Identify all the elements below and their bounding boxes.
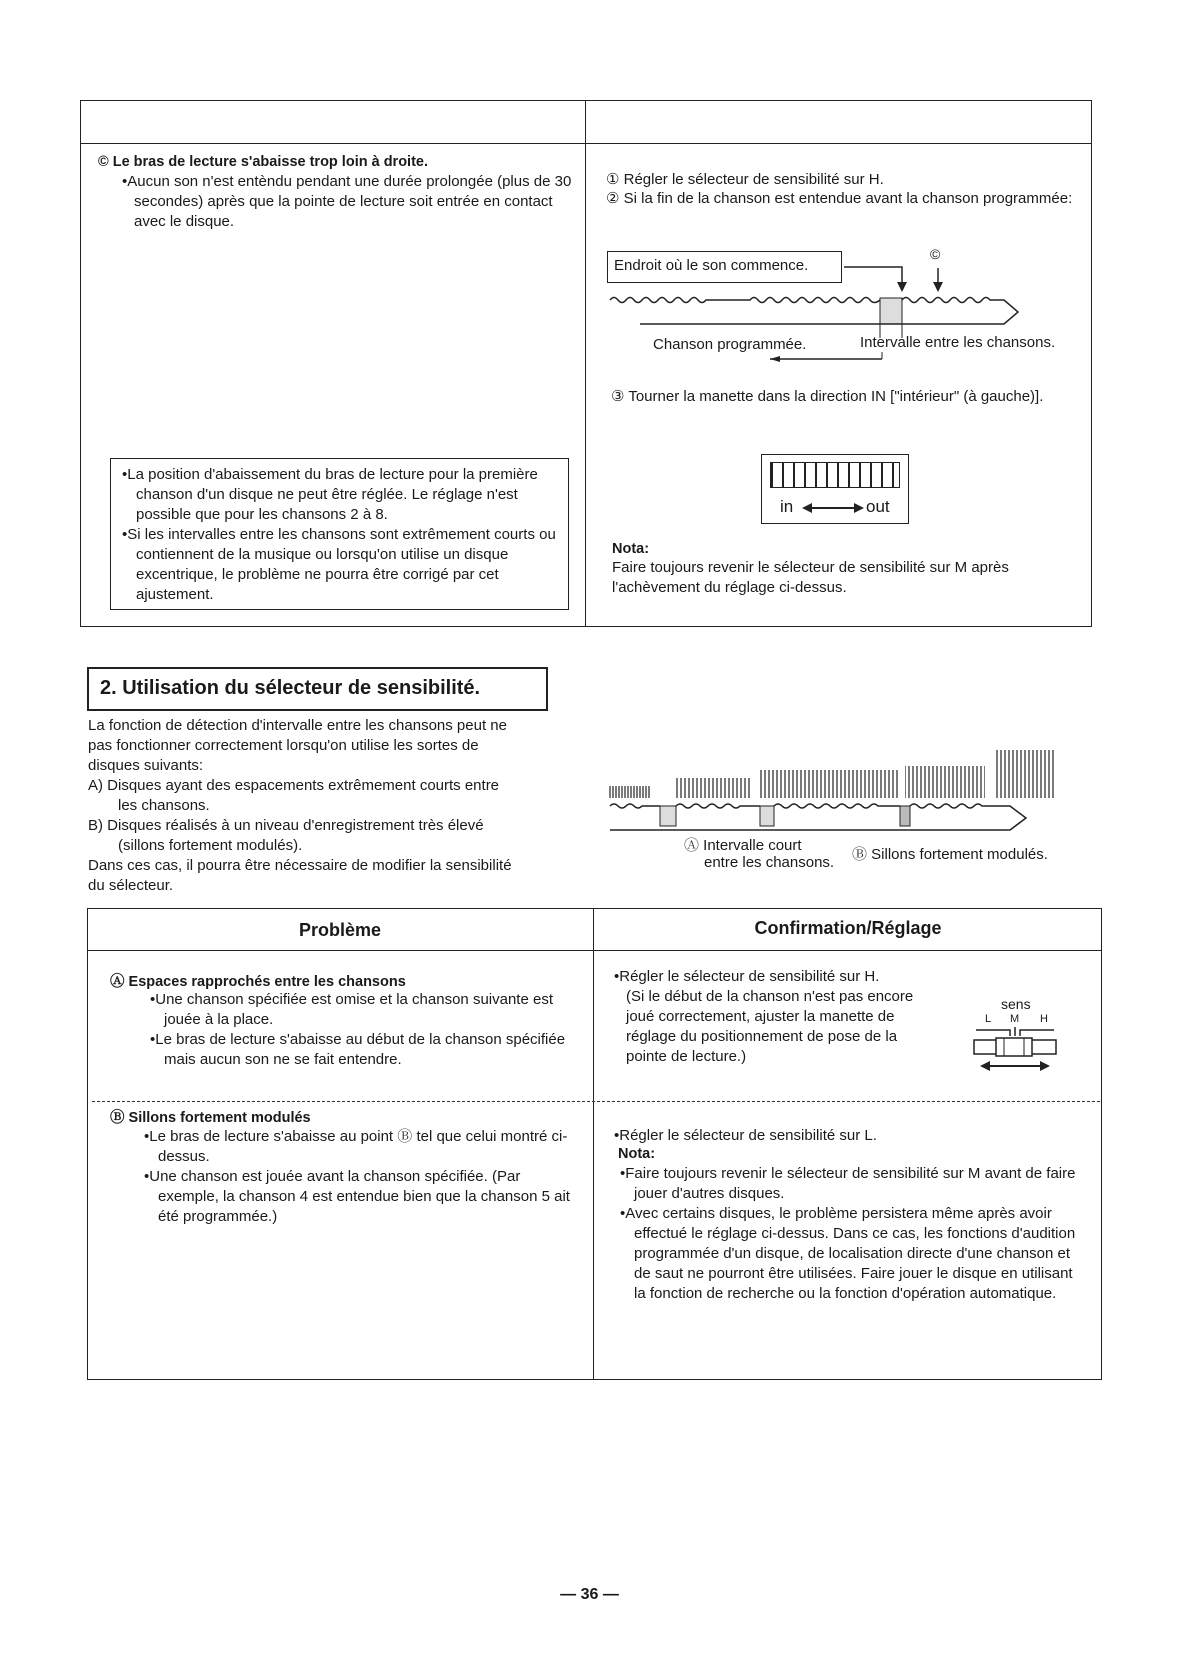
- rowB-bullet: •Le bras de lecture s'abaisse au point Ⓑ tel que celui montré ci-dessus.: [144, 1128, 568, 1165]
- top-right-step3: ③ Tourner la manette dans la direction IN ["intérieur" (à gauche)].: [611, 388, 1044, 405]
- rowB-fix-bullet: •Faire toujours revenir le sélecteur de sensibilité sur M avant de faire jouer d'autres disques.: [620, 1165, 1076, 1202]
- row-separator: [92, 1101, 1100, 1102]
- rowA-fix-line: pointe de lecture.): [626, 1048, 747, 1065]
- rowA-fix-line: joué correctement, ajuster la manette de: [626, 1008, 895, 1025]
- rowB-nota-label: Nota:: [618, 1146, 656, 1162]
- section2-intro: [88, 716, 548, 896]
- rowB-fix-first: •Régler le sélecteur de sensibilité sur L.: [614, 1127, 877, 1144]
- fig-label-b: Ⓑ Sillons fortement modulés.: [852, 846, 1048, 863]
- intro-line: (sillons fortement modulés).: [118, 837, 303, 854]
- intro-line: Dans ces cas, il pourra être nécessaire de modifier la sensibilité: [88, 857, 512, 874]
- diagram-label-start: Endroit où le son commence.: [614, 257, 809, 274]
- rowB-bullets: [142, 1127, 572, 1227]
- diagram-label-interval: Intervalle entre les chansons.: [860, 334, 1056, 351]
- table-col2-header: Confirmation/Réglage: [754, 918, 942, 938]
- rowA-fix: [614, 967, 954, 1067]
- top-right-step1: ① Régler le sélecteur de sensibilité sur H.: [606, 171, 884, 188]
- sens-l: L: [985, 1013, 992, 1025]
- note-item: •Si les intervalles entre les chansons sont extrêmement courts ou contiennent de la musique ou lorsqu'on utilise un disque excentrique, le problème ne pourra être corrigé par cet ajustement.: [122, 526, 556, 603]
- groove-diagram: [600, 260, 1080, 370]
- rowA-bullets: [148, 990, 578, 1070]
- sens-h: H: [1040, 1013, 1048, 1025]
- rowB-heading: Ⓑ Sillons fortement modulés: [110, 1110, 311, 1126]
- knob-in-label: in: [780, 497, 794, 516]
- problem-table-header-line: [87, 950, 1102, 951]
- problem-table-divider: [593, 908, 594, 1380]
- intro-line: disques suivants:: [88, 757, 204, 774]
- note-item: •La position d'abaissement du bras de lecture pour la première chanson d'un disque ne peut être réglée. Le réglage n'est possible que pour les chansons 2 à 8.: [122, 466, 538, 523]
- sens-switch-icon: [968, 1026, 1062, 1072]
- rowB-bullet: •Une chanson est jouée avant la chanson spécifiée. (Par exemple, la chanson 4 est entendue bien que la chanson 5 ait été programmée.): [144, 1168, 570, 1225]
- diagram-label-programmed: Chanson programmée.: [653, 336, 807, 353]
- intro-line: les chansons.: [118, 797, 210, 814]
- sens-label: sens: [1001, 996, 1031, 1012]
- knob-arrow-icon: [802, 500, 864, 516]
- intro-line: pas fonctionner correctement lorsqu'on utilise les sortes de: [88, 737, 479, 754]
- top-left-heading: © Le bras de lecture s'abaisse trop loin à droite.: [98, 154, 429, 170]
- intro-line: A) Disques ayant des espacements extrêmement courts entre: [88, 777, 500, 794]
- intro-line: La fonction de détection d'intervalle entre les chansons peut ne: [88, 717, 507, 734]
- diagram-marker: ©: [930, 246, 941, 262]
- grooves-figure: [600, 740, 1070, 840]
- top-table-header-line: [80, 143, 1092, 144]
- top-nota-text: Faire toujours revenir le sélecteur de sensibilité sur M après l'achèvement du réglage ci-dessus.: [612, 559, 1009, 596]
- fig-label-a2: entre les chansons.: [704, 854, 835, 871]
- top-table-divider: [585, 100, 586, 627]
- knob-slot: [770, 462, 900, 488]
- rowA-fix-line: •Régler le sélecteur de sensibilité sur H.: [614, 968, 880, 985]
- page-number: — 36 —: [560, 1586, 619, 1603]
- knob-out-label: out: [866, 497, 890, 516]
- top-left-bullet: •Aucun son n'est entèndu pendant une durée prolongée (plus de 30 secondes) après que la pointe de lecture soit entrée en contact avec le disque.: [122, 173, 572, 230]
- top-nota-label: Nota:: [612, 541, 650, 557]
- fig-label-a1: Ⓐ Intervalle court: [684, 837, 802, 854]
- rowB-fix-bullets: [618, 1164, 1083, 1304]
- rowA-heading: Ⓐ Espaces rapprochés entre les chansons: [110, 974, 406, 990]
- rowA-bullet: •Le bras de lecture s'abaisse au début de la chanson spécifiée mais aucun son ne se fait entendre.: [150, 1031, 566, 1068]
- rowA-bullet: •Une chanson spécifiée est omise et la chanson suivante est jouée à la place.: [150, 991, 553, 1028]
- note-box-text: [120, 465, 560, 605]
- top-right-step2: ② Si la fin de la chanson est entendue avant la chanson programmée:: [606, 190, 1073, 207]
- rowB-fix-bullet: •Avec certains disques, le problème persistera même après avoir effectué le réglage ci-dessus. Dans ce cas, les fonctions d'audition programmée d'un disque, de localisation directe d'une chanson et de saut ne pourront être utilisées. Faire jouer le disque en utilisant la fonction de recherche ou la fonction d'opération automatique.: [620, 1205, 1076, 1302]
- rowA-fix-line: (Si le début de la chanson n'est pas encore: [626, 988, 914, 1005]
- sens-m: M: [1010, 1013, 1020, 1025]
- intro-line: du sélecteur.: [88, 877, 174, 894]
- rowA-fix-line: réglage du positionnement de pose de la: [626, 1028, 898, 1045]
- intro-line: B) Disques réalisés à un niveau d'enregistrement très élevé: [88, 817, 484, 834]
- table-col1-header: Problème: [298, 920, 382, 940]
- section2-title: 2. Utilisation du sélecteur de sensibilité.: [100, 677, 481, 699]
